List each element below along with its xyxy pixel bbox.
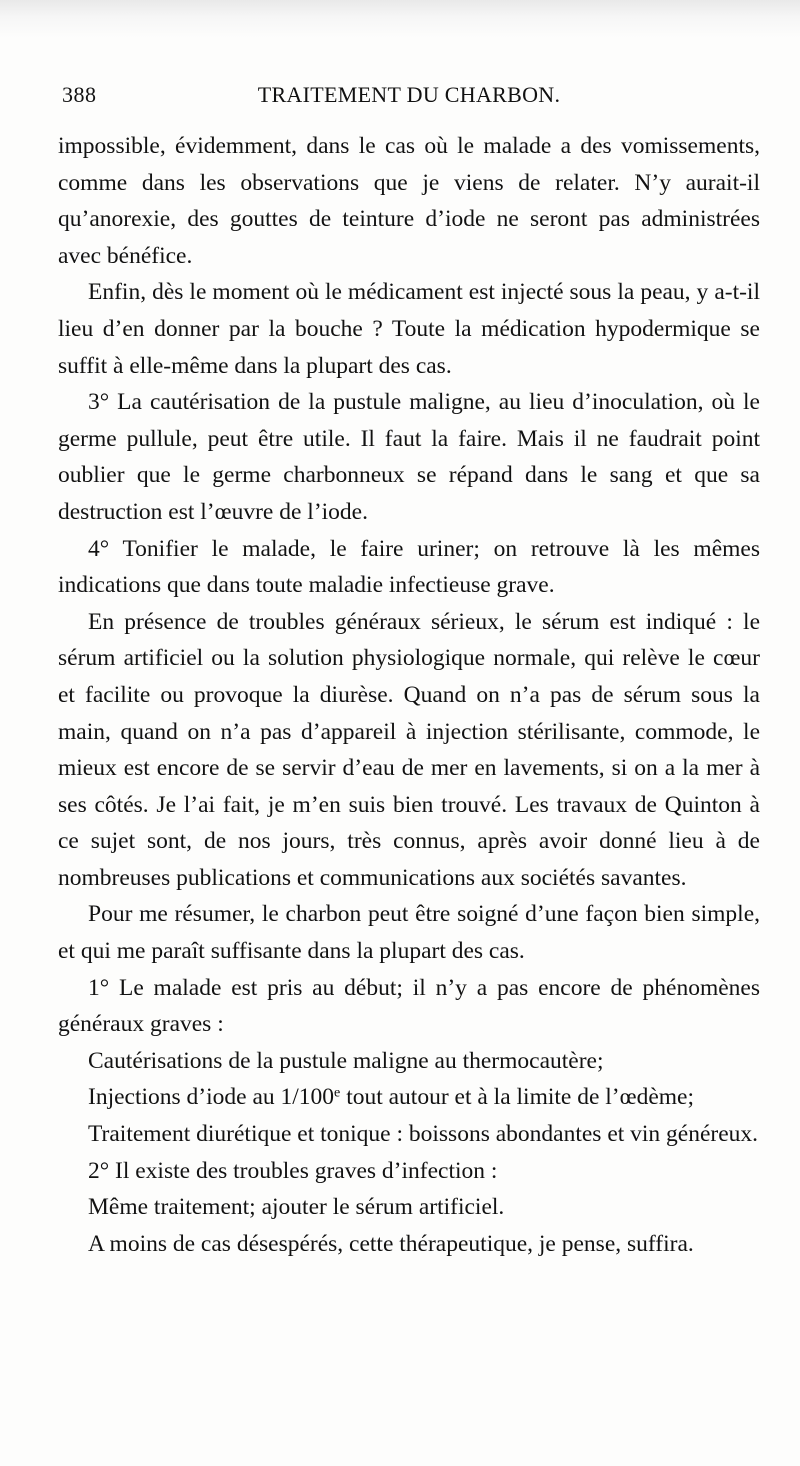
paragraph-conclusion: A moins de cas désespérés, cette thérapeutique, je pense, suffira. <box>88 1230 694 1257</box>
paragraph-same-treatment: Même traitement; ajouter le sérum artificiel. <box>88 1194 505 1221</box>
injections-text-rest: tout autour et à la limite de l’œdème; <box>340 1084 695 1111</box>
page-number: 388 <box>62 82 97 107</box>
superscript-e: e <box>334 1084 341 1101</box>
injections-text: Injections d’iode au 1/100 <box>88 1084 335 1111</box>
paragraph-injection-question: Enfin, dès le moment où le médicament est injecté sous la peau, y a-t-il lieu d’en donner par la bouche ? Toute la médication hypodermique se suffit à elle-même dans la plupart des cas. <box>58 279 760 379</box>
page-edge-shadow <box>0 0 800 38</box>
paragraph-cauterization: Cautérisations de la pustule maligne au thermocautère; <box>88 1047 604 1074</box>
paragraph-point-3: 3° La cautérisation de la pustule maligne, au lieu d’inoculation, où le germe pullule, peut être utile. Il faut la faire. Mais il ne faudrait point oublier que le germe charbonneux se répand dans le sang et que sa destruction est l’œuvre de l’iode. <box>58 389 760 525</box>
page-header <box>62 82 756 116</box>
paragraph-point-4: 4° Tonifier le malade, le faire uriner; on retrouve là les mêmes indications que dans toute maladie infectieuse grave. <box>58 535 760 599</box>
paragraph-injections <box>58 1079 760 1116</box>
paragraph-continuation: impossible, évidemment, dans le cas où le malade a des vomissements, comme dans les observations que je viens de relater. N’y aurait-il qu’anorexie, des gouttes de teinture d’iode ne seront pas administrées avec bénéfice. <box>58 133 760 269</box>
paragraph-summary: Pour me résumer, le charbon peut être soigné d’une façon bien simple, et qui me paraît suffisante dans la plupart des cas. <box>58 901 760 965</box>
paragraph-serum: En présence de troubles généraux sérieux, le sérum est indiqué : le sérum artificiel ou la solution physiologique normale, qui relève le cœur et facilite ou provoque la diurèse. Quand on n’a pas de sérum sous la main, quand on n’a pas d’appareil à injection stérilisante, commode, le mieux est encore de se servir d’eau de mer en lavements, si on a la mer à ses côtés. Je l’ai fait, je m’en suis bien trouvé. Les travaux de Quinton à ce sujet sont, de nos jours, très connus, après avoir donné lieu à de nombreuses publications et communications aux sociétés savantes. <box>58 608 760 891</box>
body-text <box>58 128 760 1262</box>
paragraph-treatment: Traitement diurétique et tonique : boissons abondantes et vin généreux. <box>88 1121 759 1148</box>
paragraph-case-1: 1° Le malade est pris au début; il n’y a pas encore de phénomènes généraux graves : <box>58 974 760 1038</box>
paragraph-case-2: 2° Il existe des troubles graves d’infection : <box>88 1157 498 1184</box>
running-title: TRAITEMENT DU CHARBON. <box>257 82 561 107</box>
